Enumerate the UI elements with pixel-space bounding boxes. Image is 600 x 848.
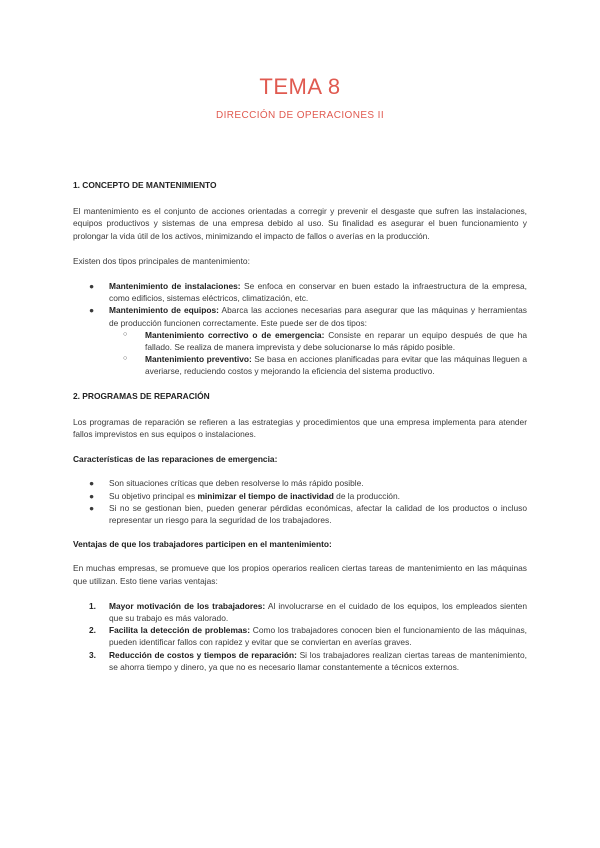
item-term: Reducción de costos y tiempos de reparación: <box>109 649 297 660</box>
worker-advantages-heading: Ventajas de que los trabajadores participen en el mantenimiento: <box>73 539 332 550</box>
item-term: Mantenimiento de instalaciones: <box>109 281 241 292</box>
list-item <box>73 502 527 526</box>
bullet-icon: ● <box>89 281 95 292</box>
section-2-heading: 2. PROGRAMAS DE REPARACIÓN <box>73 390 210 401</box>
item-number: 1. <box>89 600 96 611</box>
emergency-features-heading: Características de las reparaciones de emergencia: <box>73 454 278 465</box>
item-emphasis: minimizar el tiempo de inactividad <box>197 490 334 501</box>
item-term: Mantenimiento correctivo o de emergencia: <box>145 329 325 340</box>
section-1-paragraph-1: El mantenimiento es el conjunto de acciones orientadas a corregir y prevenir el desgaste que sufren las instalaciones, equipos productivos y sistemas de una empresa debido al uso. Su finalidad es asegurar el buen funcionamiento y prolongar la vida útil de los activos, minimizando el impacto de fallos o averías en la producción. <box>73 206 527 241</box>
item-number: 2. <box>89 625 96 636</box>
item-text: Se basa en acciones planificadas para evitar que las máquinas lleguen a averiarse, reduciendo costos y mejorando la eficiencia del sistema productivo. <box>145 354 527 377</box>
document-body <box>73 179 527 685</box>
bullet-icon: ● <box>89 490 95 501</box>
sub-list-item <box>109 353 527 377</box>
item-term: Mayor motivación de los trabajadores: <box>109 600 266 611</box>
section-1-paragraph-2: Existen dos tipos principales de mantenimiento: <box>73 255 250 266</box>
item-text: Como los trabajadores conocen bien el funcionamiento de las máquinas, pueden identificar fallos con rapidez y evitar que se conviertan en averías graves. <box>109 625 527 648</box>
bullet-icon: ● <box>89 305 95 316</box>
section-2-paragraph-1: Los programas de reparación se refieren a las estrategias y procedimientos que una empresa implementa para atender fallos imprevistos en sus equipos o instalaciones. <box>73 416 527 440</box>
page-title: TEMA 8 <box>259 74 341 99</box>
equipment-maintenance-sublist <box>109 329 527 378</box>
list-item <box>73 477 527 489</box>
item-term: Mantenimiento preventivo: <box>145 354 252 365</box>
list-item <box>73 624 527 648</box>
item-text: Al involucrarse en el cuidado de los equipos, los empleados sienten que su trabajo es más valorado. <box>109 600 527 624</box>
circle-bullet-icon: ○ <box>123 355 128 363</box>
item-text: Se enfoca en conservar en buen estado la infraestructura de la empresa, como edificios, sistemas eléctricos, climatización, etc. <box>109 281 527 304</box>
item-text: Consiste en reparar un equipo después de que ha fallado. Se realiza de manera imprevista y debe solucionarse lo más rápido posible. <box>145 329 527 353</box>
section-2-paragraph-2: En muchas empresas, se promueve que los propios operarios realicen ciertas tareas de mantenimiento en las máquinas que utilizan. Esto tiene varias ventajas: <box>73 563 527 586</box>
item-text: Abarca las acciones necesarias para asegurar que las máquinas y herramientas de producción funcionen correctamente. Este puede ser de dos tipos: <box>109 305 527 328</box>
bullet-icon: ● <box>89 478 95 489</box>
circle-bullet-icon: ○ <box>123 330 128 338</box>
item-term: Facilita la detección de problemas: <box>109 625 251 636</box>
advantages-list <box>73 600 527 673</box>
item-text: de la producción. <box>333 490 400 501</box>
page-subtitle: DIRECCIÓN DE OPERACIONES II <box>215 110 385 121</box>
item-text: Su objetivo principal es <box>109 490 198 501</box>
list-item <box>73 490 527 502</box>
item-text: Si los trabajadores realizan ciertas tareas de mantenimiento, se ahorra tiempo y dinero, ya que no es necesario llamar constantemente a técnicos externos. <box>109 649 527 672</box>
maintenance-types-list <box>73 280 527 378</box>
bullet-icon: ● <box>89 502 95 513</box>
list-item <box>73 304 527 377</box>
item-text: Si no se gestionan bien, pueden generar pérdidas económicas, afectar la calidad de los productos o incluso representar un riesgo para la seguridad de los trabajadores. <box>109 502 527 526</box>
emergency-features-list <box>73 477 527 526</box>
sub-list-item <box>109 329 527 353</box>
list-item <box>73 280 527 304</box>
item-text: Son situaciones críticas que deben resolverse lo más rápido posible. <box>109 478 364 489</box>
section-1-heading: 1. CONCEPTO DE MANTENIMIENTO <box>73 180 217 190</box>
list-item <box>73 600 527 624</box>
item-number: 3. <box>89 649 96 660</box>
list-item <box>73 649 527 673</box>
item-term: Mantenimiento de equipos: <box>109 305 219 316</box>
